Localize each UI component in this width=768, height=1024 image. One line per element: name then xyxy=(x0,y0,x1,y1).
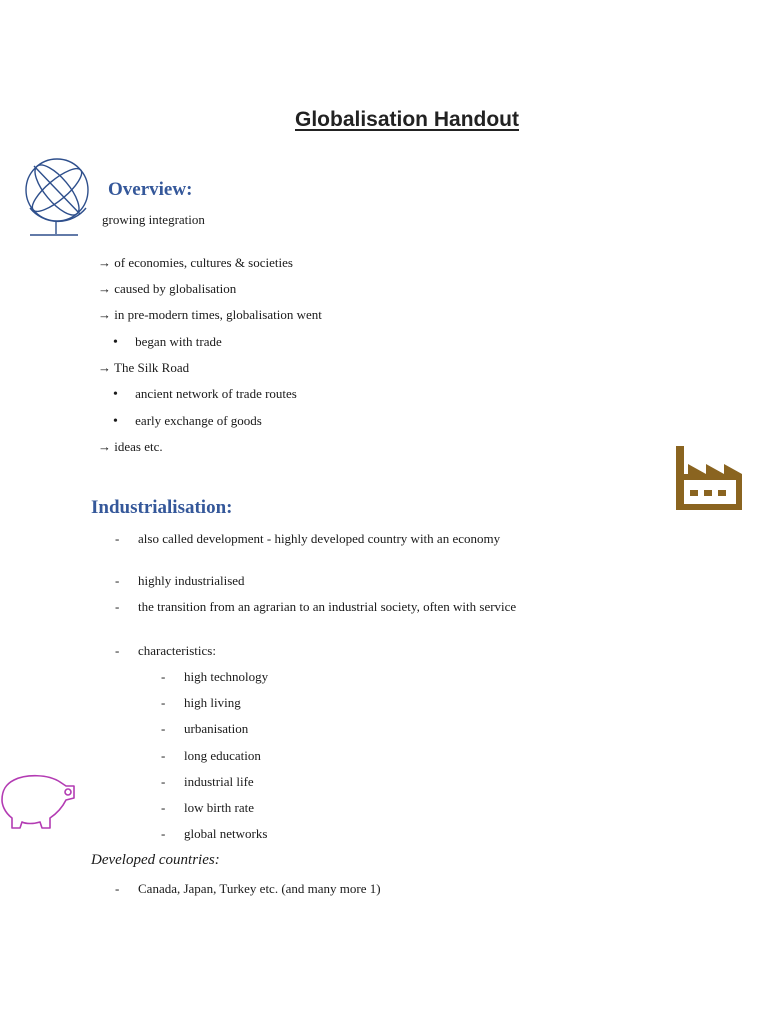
dash-bullet: - xyxy=(115,573,120,588)
dash-bullet: - xyxy=(115,881,120,896)
overview-heading: Overview: xyxy=(108,179,193,200)
industrialisation-heading: Industrialisation: xyxy=(91,497,233,518)
dash-bullet: - xyxy=(161,800,166,815)
arrow-right-icon: → xyxy=(98,439,111,454)
arrow-right-icon: → xyxy=(98,255,111,270)
list-item: - long education xyxy=(161,748,261,763)
dash-bullet: - xyxy=(115,599,120,614)
list-item: - characteristics: xyxy=(115,643,216,658)
list-item: - high technology xyxy=(161,669,269,684)
piggy-bank-icon xyxy=(0,772,80,832)
list-item: → caused by globalisation xyxy=(98,281,237,296)
list-item: - global networks xyxy=(161,826,268,841)
list-item: • began with trade xyxy=(113,334,222,350)
bullet-icon: • xyxy=(113,335,118,350)
factory-icon xyxy=(672,444,746,512)
list-item: → in pre-modern times, globalisation went xyxy=(98,307,322,322)
dash-bullet: - xyxy=(161,695,166,710)
dash-bullet: - xyxy=(161,826,166,841)
list-item: - Canada, Japan, Turkey etc. (and many more 1) xyxy=(115,881,381,896)
list-item: → ideas etc. xyxy=(98,439,163,454)
list-item: - also called development - highly developed country with an economy xyxy=(115,531,501,546)
list-item: → The Silk Road xyxy=(98,360,190,375)
list-item: - the transition from an agrarian to an industrial society, often with service xyxy=(115,599,517,614)
list-item: → of economies, cultures & societies xyxy=(98,255,293,270)
developed-heading: Developed countries: xyxy=(91,852,220,868)
list-item: - highly industrialised xyxy=(115,573,245,588)
arrow-right-icon: → xyxy=(98,281,111,296)
list-item: - low birth rate xyxy=(161,800,255,815)
list-item: - urbanisation xyxy=(161,721,249,736)
dash-bullet: - xyxy=(161,669,166,684)
arrow-right-icon: → xyxy=(98,360,111,375)
bullet-icon: • xyxy=(113,414,118,429)
list-item: • early exchange of goods xyxy=(113,413,262,429)
arrow-right-icon: → xyxy=(98,307,111,322)
dash-bullet: - xyxy=(161,748,166,763)
dash-bullet: - xyxy=(161,774,166,789)
dash-bullet: - xyxy=(161,721,166,736)
list-item: - high living xyxy=(161,695,241,710)
dash-bullet: - xyxy=(115,531,120,546)
list-item: • ancient network of trade routes xyxy=(113,386,297,402)
globe-icon xyxy=(20,152,96,240)
overview-intro: growing integration xyxy=(102,212,205,227)
dash-bullet: - xyxy=(115,643,120,658)
page-title: Globalisation Handout xyxy=(295,108,519,131)
list-item: - industrial life xyxy=(161,774,254,789)
bullet-icon: • xyxy=(113,387,118,402)
